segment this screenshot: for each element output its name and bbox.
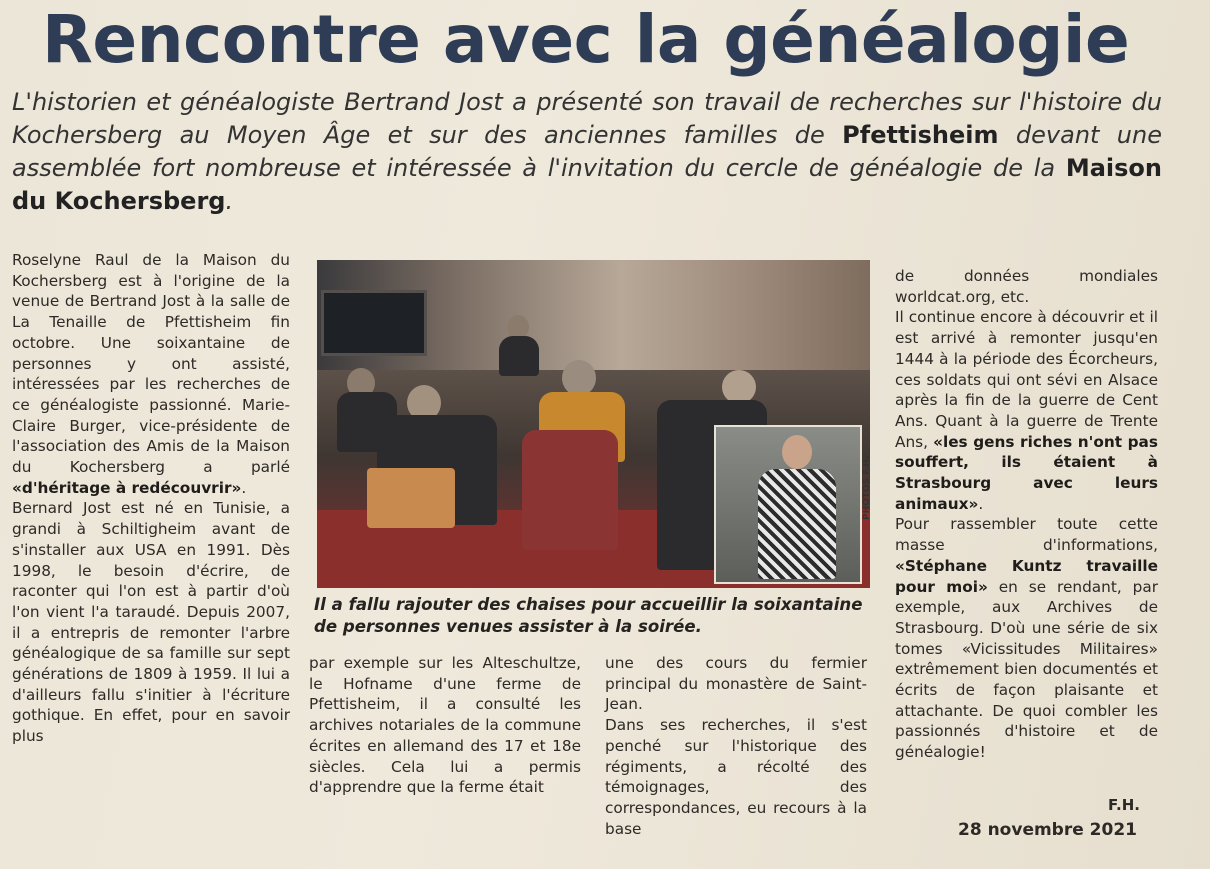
paragraph: Dans ses recherches, il s'est penché sur l'historique des régiments, a récolté des témoignages, des correspondances, eu recours à la base: [605, 716, 867, 838]
publication-date: 28 novembre 2021: [958, 820, 1137, 840]
lead-bold-2: Maison du Kochersberg: [12, 154, 1162, 215]
lead-text-2: devant une assemblée fort nombreuse et intéressée à l'invitation du cercle de généalogie de la: [12, 121, 1162, 182]
text-run: Roselyne Raul de la Maison du Kochersberg est à l'origine de la venue de Bertrand Jost à la salle de La Tenaille de Pfettisheim fin octobre. Une soixantaine de personnes y ont assisté, intéressées par les recherches de ce généalogiste passionné. Marie-Claire Burger, vice-présidente de l'association des Amis de la Maison du Kochersberg a parlé: [12, 251, 290, 477]
lead-paragraph: [12, 86, 1162, 218]
text-run: .: [241, 478, 247, 497]
paragraph: par exemple sur les Alteschultze, le Hofname d'une ferme de Pfettisheim, il a consulté les archives notariales de la commune écrites en allemand des 17 et 18e siècles. Cela lui a permis d'apprendre que la ferme était: [309, 654, 581, 797]
paragraph: [12, 250, 290, 498]
lead-bold-1: Pfettisheim: [842, 121, 999, 149]
article-column-3: [605, 653, 867, 839]
speaker-body: [499, 336, 539, 376]
photo-credit: PHOTOS F.H.: [862, 455, 872, 520]
lead-text-1: L'historien et généalogiste Bertrand Jost a présenté son travail de recherches sur l'histoire du Kochersberg au Moyen Âge et sur des anciennes familles de: [12, 88, 1162, 149]
audience-body: [522, 430, 618, 550]
quote: «d'héritage à redécouvrir»: [12, 478, 242, 497]
paragraph: [895, 514, 1158, 762]
paragraph: Bernard Jost est né en Tunisie, a grandi à Schiltigheim avant de s'installer aux USA en 1991. Dès 1998, le besoin d'écrire, de raconter qui l'on est à partir d'où l'on vient l'a taraudé. Depuis 2007, il a entrepris de remonter l'arbre généalogique de sa famille sur sept générations de 1809 à 1959. Il lui a d'ailleurs fallu s'initier à l'écriture gothique. En effet, pour en savoir plus: [12, 499, 290, 746]
paragraph: une des cours du fermier principal du monastère de Saint-Jean.: [605, 654, 867, 714]
text-run: .: [978, 494, 984, 513]
chair: [367, 468, 455, 528]
article-column-4: [895, 266, 1158, 763]
headline: Rencontre avec la généalogie: [42, 1, 1130, 78]
author-signature: F.H.: [1108, 796, 1140, 814]
speaker-shirt: [758, 469, 836, 579]
audience-head: [562, 360, 596, 396]
text-run: Pour rassembler toute cette masse d'informations,: [895, 515, 1158, 555]
quote: «les gens riches n'ont pas souffert, ils étaient à Strasbourg avec leurs animaux»: [895, 432, 1158, 513]
text-run: Il continue encore à découvrir et il est arrivé à remonter jusqu'en 1444 à la période des Écorcheurs, ces soldats qui ont sévi en Alsace après la fin de la guerre de Cent Ans. Quant à la guerre de Trente Ans,: [895, 308, 1158, 451]
paragraph: [895, 307, 1158, 514]
article-column-2: [309, 653, 581, 798]
speaker-head: [782, 435, 812, 469]
article-column-1: [12, 250, 290, 747]
lead-text-3: .: [225, 187, 234, 215]
paragraph: de données mondiales worldcat.org, etc.: [895, 267, 1158, 306]
audience-head: [722, 370, 756, 404]
photo-caption: Il a fallu rajouter des chaises pour accueillir la soixantaine de personnes venues assister à la soirée.: [314, 595, 863, 636]
inset-photo: [714, 425, 862, 584]
quote: «Stéphane Kuntz travaille pour moi»: [895, 556, 1158, 596]
photo-window: [321, 290, 427, 356]
text-run: en se rendant, par exemple, aux Archives de Strasbourg. D'où une série de six tomes «Vicissitudes Militaires» extrêmement bien documentés et écrits de façon plaisante et attachante. De quoi combler les passionnés d'histoire et de généalogie!: [895, 577, 1159, 762]
